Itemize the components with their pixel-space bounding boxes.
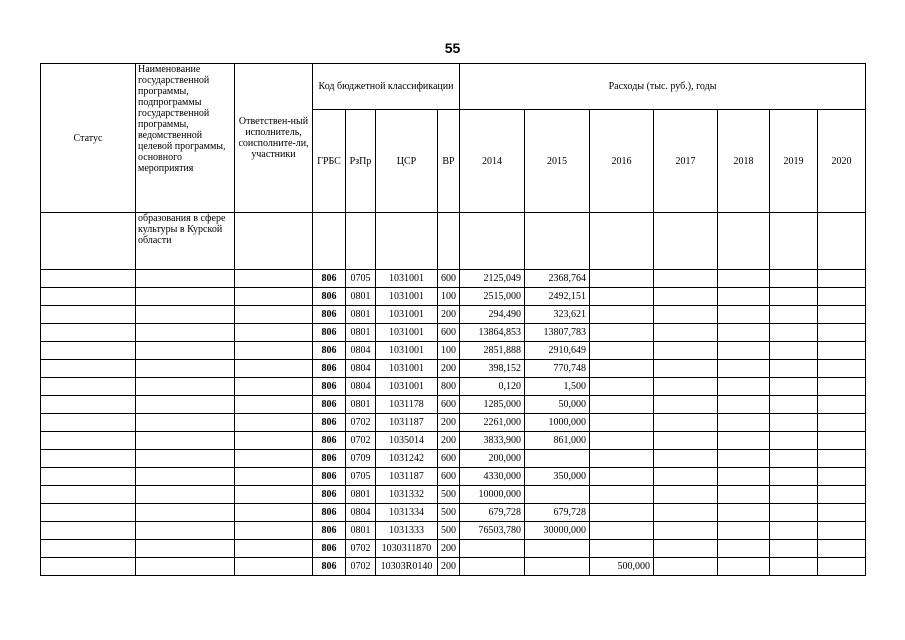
responsible-cell <box>235 450 313 468</box>
header-csr: ЦСР <box>376 110 438 213</box>
header-year: 2014 <box>460 110 525 213</box>
expense-2017-cell <box>654 342 718 360</box>
expense-2014-cell: 0,120 <box>460 378 525 396</box>
expense-2015-cell: 1,500 <box>525 378 590 396</box>
csr-cell: 1031187 <box>376 468 438 486</box>
expense-2015-cell <box>525 558 590 576</box>
csr-cell: 1031001 <box>376 306 438 324</box>
expense-2015-cell <box>525 450 590 468</box>
expense-2017-cell <box>654 270 718 288</box>
vr-cell: 200 <box>438 540 460 558</box>
expense-2020-cell <box>818 306 866 324</box>
header-year: 2018 <box>718 110 770 213</box>
status-cell <box>41 378 136 396</box>
rzpr-cell: 0801 <box>346 324 376 342</box>
grbs-cell: 806 <box>313 324 346 342</box>
grbs-cell: 806 <box>313 342 346 360</box>
program-cell <box>136 306 235 324</box>
csr-cell: 1031333 <box>376 522 438 540</box>
program-cell <box>136 522 235 540</box>
expense-2017-cell <box>654 504 718 522</box>
expense-2019-cell <box>770 450 818 468</box>
expense-2015-cell: 2910,649 <box>525 342 590 360</box>
vr-cell: 100 <box>438 288 460 306</box>
expense-2019-cell <box>770 270 818 288</box>
program-cell <box>136 540 235 558</box>
header-year: 2015 <box>525 110 590 213</box>
grbs-cell: 806 <box>313 540 346 558</box>
status-cell <box>41 288 136 306</box>
grbs-cell: 806 <box>313 270 346 288</box>
expense-2018-cell <box>718 486 770 504</box>
expense-2015-cell: 770,748 <box>525 360 590 378</box>
vr-cell: 500 <box>438 522 460 540</box>
program-cell <box>136 288 235 306</box>
expense-2014-cell: 398,152 <box>460 360 525 378</box>
responsible-cell <box>235 288 313 306</box>
expense-2015-cell: 30000,000 <box>525 522 590 540</box>
table-row <box>41 432 866 450</box>
table-row <box>41 306 866 324</box>
status-cell <box>41 270 136 288</box>
header-expenses: Расходы (тыс. руб.), годы <box>460 64 866 110</box>
expense-2019-cell <box>770 432 818 450</box>
program-cell <box>136 324 235 342</box>
expense-2020-cell <box>818 414 866 432</box>
expense-2020-cell <box>818 432 866 450</box>
expense-2015-cell: 2492,151 <box>525 288 590 306</box>
header-year: 2020 <box>818 110 866 213</box>
expense-2017-cell <box>654 432 718 450</box>
expense-2020-cell <box>818 540 866 558</box>
header-year: 2017 <box>654 110 718 213</box>
expense-2014-cell: 76503,780 <box>460 522 525 540</box>
expense-2018-cell <box>718 306 770 324</box>
grbs-cell: 806 <box>313 450 346 468</box>
expense-2020-cell <box>818 468 866 486</box>
vr-cell: 100 <box>438 342 460 360</box>
expense-2016-cell <box>590 378 654 396</box>
expense-2019-cell <box>770 486 818 504</box>
expense-2020-cell <box>818 522 866 540</box>
expense-2018-cell <box>718 450 770 468</box>
vr-cell: 200 <box>438 306 460 324</box>
expense-2017-cell <box>654 360 718 378</box>
budget-table <box>40 63 866 576</box>
table-row <box>41 558 866 576</box>
expense-2014-cell: 200,000 <box>460 450 525 468</box>
expense-2015-cell: 323,621 <box>525 306 590 324</box>
responsible-cell <box>235 540 313 558</box>
expense-2018-cell <box>718 414 770 432</box>
expense-2014-cell <box>460 540 525 558</box>
csr-cell: 1031242 <box>376 450 438 468</box>
expense-2018-cell <box>718 396 770 414</box>
header-status: Статус <box>41 64 136 213</box>
vr-cell: 600 <box>438 270 460 288</box>
expense-2014-cell: 13864,853 <box>460 324 525 342</box>
expense-2015-cell: 1000,000 <box>525 414 590 432</box>
expense-2020-cell <box>818 396 866 414</box>
responsible-cell <box>235 396 313 414</box>
expense-2015-cell: 13807,783 <box>525 324 590 342</box>
expense-2019-cell <box>770 360 818 378</box>
expense-2018-cell <box>718 468 770 486</box>
table-row <box>41 522 866 540</box>
vr-cell: 800 <box>438 378 460 396</box>
expense-2016-cell <box>590 270 654 288</box>
expense-2014-cell: 10000,000 <box>460 486 525 504</box>
csr-cell: 1030311870 <box>376 540 438 558</box>
expense-2018-cell <box>718 504 770 522</box>
csr-cell: 1031001 <box>376 288 438 306</box>
responsible-cell <box>235 360 313 378</box>
expense-2017-cell <box>654 468 718 486</box>
expense-2016-cell <box>590 450 654 468</box>
grbs-cell: 806 <box>313 306 346 324</box>
program-cell <box>136 468 235 486</box>
expense-2019-cell <box>770 396 818 414</box>
expense-2020-cell <box>818 558 866 576</box>
status-cell <box>41 324 136 342</box>
table-row <box>41 270 866 288</box>
rzpr-cell: 0709 <box>346 450 376 468</box>
responsible-cell <box>235 486 313 504</box>
rzpr-cell: 0801 <box>346 396 376 414</box>
responsible-cell <box>235 558 313 576</box>
csr-cell: 1031001 <box>376 324 438 342</box>
expense-2016-cell <box>590 324 654 342</box>
expense-2014-cell: 4330,000 <box>460 468 525 486</box>
expense-2015-cell: 50,000 <box>525 396 590 414</box>
status-cell <box>41 432 136 450</box>
header-program-name: Наименование государственной программы, подпрограммы государственной программы, ведомственной целевой программы, основного мероприятия <box>136 64 235 213</box>
expense-2016-cell <box>590 540 654 558</box>
vr-cell: 600 <box>438 396 460 414</box>
expense-2017-cell <box>654 486 718 504</box>
expense-2020-cell <box>818 360 866 378</box>
grbs-cell: 806 <box>313 360 346 378</box>
rzpr-cell: 0705 <box>346 270 376 288</box>
status-cell <box>41 558 136 576</box>
grbs-cell: 806 <box>313 378 346 396</box>
expense-2019-cell <box>770 504 818 522</box>
vr-cell: 600 <box>438 468 460 486</box>
header-year: 2019 <box>770 110 818 213</box>
program-cell <box>136 414 235 432</box>
csr-cell: 1031334 <box>376 504 438 522</box>
grbs-cell: 806 <box>313 288 346 306</box>
header-budget-classification: Код бюджетной классификации <box>313 64 460 110</box>
program-cell <box>136 396 235 414</box>
status-cell <box>41 360 136 378</box>
rzpr-cell: 0705 <box>346 468 376 486</box>
expense-2016-cell <box>590 504 654 522</box>
expense-2020-cell <box>818 270 866 288</box>
expense-2016-cell <box>590 522 654 540</box>
table-row <box>41 324 866 342</box>
expense-2019-cell <box>770 342 818 360</box>
status-cell <box>41 486 136 504</box>
expense-2017-cell <box>654 540 718 558</box>
table-row <box>41 360 866 378</box>
grbs-cell: 806 <box>313 504 346 522</box>
expense-2018-cell <box>718 522 770 540</box>
status-cell <box>41 396 136 414</box>
grbs-cell: 806 <box>313 414 346 432</box>
status-cell <box>41 306 136 324</box>
expense-2017-cell <box>654 324 718 342</box>
csr-cell: 1031332 <box>376 486 438 504</box>
responsible-cell <box>235 378 313 396</box>
header-responsible: Ответствен-ный исполнитель, соисполните-ли, участники <box>235 64 313 213</box>
expense-2016-cell: 500,000 <box>590 558 654 576</box>
grbs-cell: 806 <box>313 432 346 450</box>
rzpr-cell: 0801 <box>346 288 376 306</box>
expense-2018-cell <box>718 432 770 450</box>
expense-2019-cell <box>770 288 818 306</box>
rzpr-cell: 0702 <box>346 558 376 576</box>
expense-2014-cell: 2261,000 <box>460 414 525 432</box>
expense-2015-cell: 679,728 <box>525 504 590 522</box>
expense-2014-cell: 1285,000 <box>460 396 525 414</box>
table-row <box>41 450 866 468</box>
responsible-cell <box>235 306 313 324</box>
expense-2017-cell <box>654 522 718 540</box>
expense-2014-cell: 294,490 <box>460 306 525 324</box>
table-row <box>41 468 866 486</box>
csr-cell: 1031001 <box>376 270 438 288</box>
expense-2017-cell <box>654 288 718 306</box>
responsible-cell <box>235 522 313 540</box>
grbs-cell: 806 <box>313 522 346 540</box>
program-cell <box>136 378 235 396</box>
responsible-cell <box>235 270 313 288</box>
rzpr-cell: 0804 <box>346 378 376 396</box>
csr-cell: 1031001 <box>376 342 438 360</box>
status-cell <box>41 504 136 522</box>
expense-2018-cell <box>718 360 770 378</box>
program-cell <box>136 558 235 576</box>
expense-2019-cell <box>770 468 818 486</box>
expense-2016-cell <box>590 414 654 432</box>
csr-cell: 10303R0140 <box>376 558 438 576</box>
expense-2019-cell <box>770 324 818 342</box>
table-row <box>41 396 866 414</box>
expense-2015-cell: 350,000 <box>525 468 590 486</box>
grbs-cell: 806 <box>313 396 346 414</box>
responsible-cell <box>235 432 313 450</box>
responsible-cell <box>235 468 313 486</box>
table-row <box>41 378 866 396</box>
expense-2014-cell: 2125,049 <box>460 270 525 288</box>
expense-2015-cell <box>525 540 590 558</box>
expense-2016-cell <box>590 432 654 450</box>
expense-2014-cell: 2515,000 <box>460 288 525 306</box>
vr-cell: 200 <box>438 558 460 576</box>
expense-2014-cell: 679,728 <box>460 504 525 522</box>
responsible-cell <box>235 504 313 522</box>
expense-2015-cell: 2368,764 <box>525 270 590 288</box>
vr-cell: 600 <box>438 324 460 342</box>
table-row <box>41 486 866 504</box>
expense-2019-cell <box>770 378 818 396</box>
expense-2017-cell <box>654 396 718 414</box>
responsible-cell <box>235 324 313 342</box>
vr-cell: 200 <box>438 414 460 432</box>
expense-2016-cell <box>590 360 654 378</box>
expense-2019-cell <box>770 306 818 324</box>
expense-2015-cell: 861,000 <box>525 432 590 450</box>
header-rzpr: РзПр <box>346 110 376 213</box>
program-cell <box>136 270 235 288</box>
expense-2018-cell <box>718 288 770 306</box>
expense-2017-cell <box>654 306 718 324</box>
header-year: 2016 <box>590 110 654 213</box>
expense-2017-cell <box>654 558 718 576</box>
status-cell <box>41 522 136 540</box>
expense-2018-cell <box>718 342 770 360</box>
program-cell <box>136 432 235 450</box>
expense-2014-cell: 3833,900 <box>460 432 525 450</box>
expense-2018-cell <box>718 558 770 576</box>
expense-2019-cell <box>770 522 818 540</box>
continuation-program-name: образования в сфере культуры в Курской области <box>136 213 235 270</box>
vr-cell: 500 <box>438 504 460 522</box>
status-cell <box>41 540 136 558</box>
csr-cell: 1031187 <box>376 414 438 432</box>
continuation-row <box>41 213 866 270</box>
csr-cell: 1031178 <box>376 396 438 414</box>
header-vr: ВР <box>438 110 460 213</box>
expense-2020-cell <box>818 324 866 342</box>
vr-cell: 500 <box>438 486 460 504</box>
status-cell <box>41 468 136 486</box>
program-cell <box>136 360 235 378</box>
rzpr-cell: 0801 <box>346 306 376 324</box>
rzpr-cell: 0804 <box>346 360 376 378</box>
expense-2014-cell: 2851,888 <box>460 342 525 360</box>
expense-2016-cell <box>590 306 654 324</box>
expense-2016-cell <box>590 396 654 414</box>
program-cell <box>136 486 235 504</box>
rzpr-cell: 0804 <box>346 342 376 360</box>
expense-2014-cell <box>460 558 525 576</box>
expense-2020-cell <box>818 504 866 522</box>
rzpr-cell: 0702 <box>346 540 376 558</box>
program-cell <box>136 342 235 360</box>
table-row <box>41 414 866 432</box>
status-cell <box>41 414 136 432</box>
expense-2018-cell <box>718 324 770 342</box>
expense-2017-cell <box>654 450 718 468</box>
expense-2020-cell <box>818 378 866 396</box>
csr-cell: 1035014 <box>376 432 438 450</box>
page-number: 55 <box>444 40 461 56</box>
program-cell <box>136 504 235 522</box>
status-cell <box>41 450 136 468</box>
expense-2019-cell <box>770 540 818 558</box>
rzpr-cell: 0801 <box>346 522 376 540</box>
expense-2016-cell <box>590 486 654 504</box>
vr-cell: 600 <box>438 450 460 468</box>
csr-cell: 1031001 <box>376 360 438 378</box>
expense-2018-cell <box>718 378 770 396</box>
grbs-cell: 806 <box>313 468 346 486</box>
responsible-cell <box>235 414 313 432</box>
expense-2020-cell <box>818 288 866 306</box>
vr-cell: 200 <box>438 360 460 378</box>
header-grbs: ГРБС <box>313 110 346 213</box>
rzpr-cell: 0702 <box>346 432 376 450</box>
grbs-cell: 806 <box>313 486 346 504</box>
expense-2016-cell <box>590 468 654 486</box>
responsible-cell <box>235 342 313 360</box>
expense-2020-cell <box>818 342 866 360</box>
expense-2017-cell <box>654 378 718 396</box>
rzpr-cell: 0801 <box>346 486 376 504</box>
table-row <box>41 288 866 306</box>
expense-2018-cell <box>718 540 770 558</box>
table-row <box>41 540 866 558</box>
expense-2017-cell <box>654 414 718 432</box>
expense-2015-cell <box>525 486 590 504</box>
expense-2020-cell <box>818 450 866 468</box>
expense-2020-cell <box>818 486 866 504</box>
expense-2019-cell <box>770 558 818 576</box>
table-row <box>41 342 866 360</box>
expense-2016-cell <box>590 288 654 306</box>
vr-cell: 200 <box>438 432 460 450</box>
program-cell <box>136 450 235 468</box>
rzpr-cell: 0804 <box>346 504 376 522</box>
expense-2019-cell <box>770 414 818 432</box>
rzpr-cell: 0702 <box>346 414 376 432</box>
status-cell <box>41 342 136 360</box>
table-row <box>41 504 866 522</box>
expense-2016-cell <box>590 342 654 360</box>
grbs-cell: 806 <box>313 558 346 576</box>
expense-2018-cell <box>718 270 770 288</box>
csr-cell: 1031001 <box>376 378 438 396</box>
